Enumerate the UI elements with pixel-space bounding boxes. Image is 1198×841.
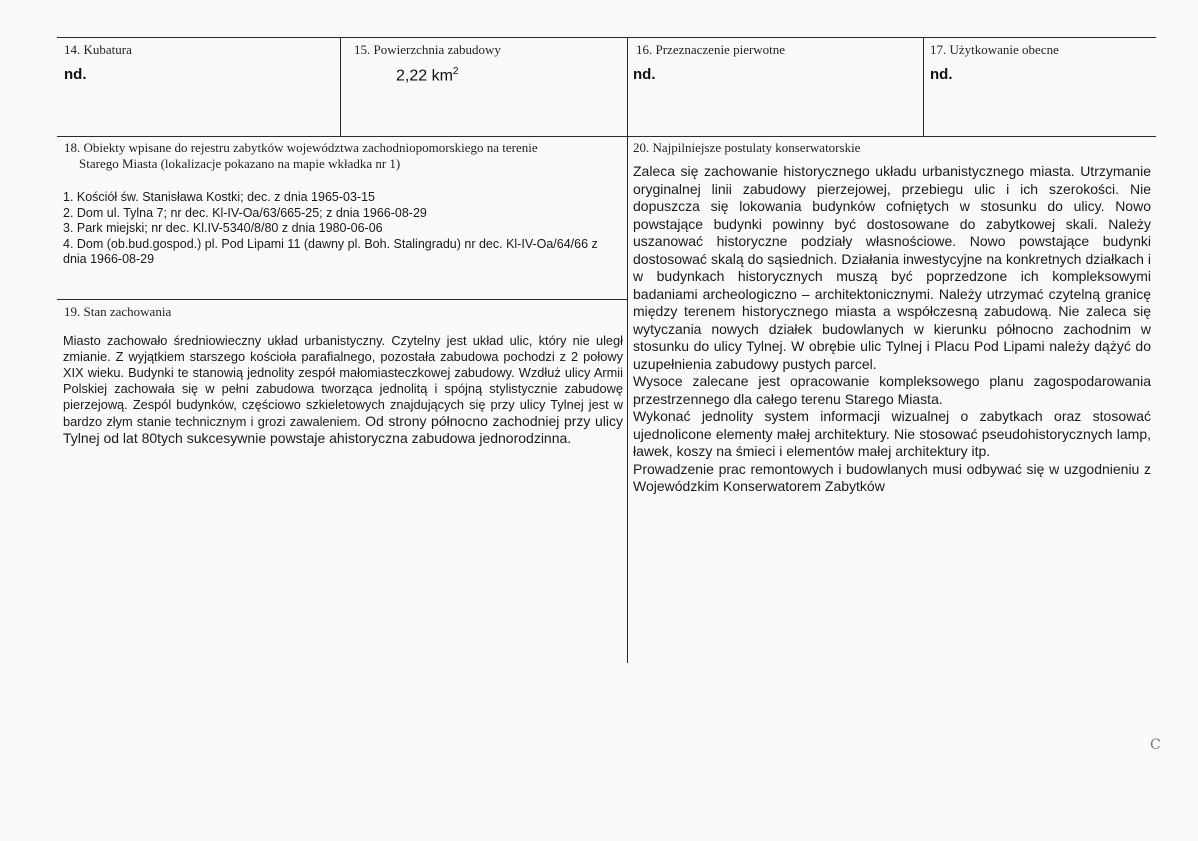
field-17-value: nd.: [930, 66, 953, 83]
section-20-text: [633, 163, 1151, 496]
field-14-label: 14. Kubatura: [64, 42, 132, 57]
registry-item: 1. Kościół św. Stanisława Kostki; dec. z dnia 1965-03-15: [63, 190, 375, 204]
table-top-border: [57, 37, 1156, 38]
field-14-value: nd.: [64, 66, 87, 83]
col-sep-1: [340, 37, 341, 137]
field-15-value: [396, 66, 458, 85]
postulate-paragraph: Prowadzenie prac remontowych i budowlanych musi odbywać się w uzgodnieniu z Wojewódzkim Konserwatorem Zabytków: [633, 460, 1151, 494]
section-19-text: [63, 333, 623, 447]
postulate-paragraph: Zaleca się zachowanie historycznego układu urbanistycznego miasta. Utrzymanie oryginalnej linii zabudowy pierzejowej, przebiegu ulic i ich szerokości. Nie dopuszcza się lokowania budynków cofniętych w stosunku do ulicy. Nowo powstające budynki powinny być dostosowane do zabytkowej skali. Należy uszanować historyczne podziały własnościowe. Nowo powstające budynki dostosować skalą do sąsiednich. Działania inwestycyjne na konkretnych działkach i w budynkach historycznych muszą być poprzedzone ich kompleksowymi badaniami archeologiczno – architektonicznymi. Należy utrzymać czytelną granicę między terenem historycznego miasta a współczesną zabudową. Nie zaleca się wytyczania nowych działek budowlanych w kierunku północno zachodnim w stosunku do ulicy Tylnej. W obrębie ulic Tylnej i Placu Pod Lipami należy dążyć do uzupełnienia zabudowy pustych parcel.: [633, 163, 1151, 372]
section-20-title: 20. Najpilniejsze postulaty konserwatorskie: [633, 140, 861, 155]
area-exponent: 2: [452, 66, 459, 77]
field-16-label: 16. Przeznaczenie pierwotne: [636, 42, 786, 57]
section-19-title: 19. Stan zachowania: [64, 304, 172, 319]
section-19-body-end: Od strony północno zachodniej przy ulicy Tylnej od lat 80tych sukcesywnie powstaje ahistoryczna zabudowa jednorodzinna.: [63, 413, 624, 446]
section18-bottom-border: [57, 299, 627, 300]
area-number: 2,22 km: [396, 67, 453, 85]
registry-item: 2. Dom ul. Tylna 7; nr dec. Kl-IV-Oa/63/665-25; z dnia 1966-08-29: [63, 205, 427, 220]
section-18-title-line2: Starego Miasta (lokalizacje pokazano na mapie wkładka nr 1): [79, 156, 401, 171]
registry-item: 3. Park miejski; nr dec. Kl.IV-5340/8/80 z dnia 1980-06-06: [63, 221, 383, 235]
postulate-paragraph: Wykonać jednolity system informacji wizualnej o zabytkach oraz stosować ujednolicone elementy małej architektury. Nie stosować pseudohistorycznych lamp, ławek, koszy na śmieci i elementów małej architektury itp.: [633, 408, 1151, 459]
registry-item: 4. Dom (ob.bud.gospod.) pl. Pod Lipami 11 (dawny pl. Boh. Stalingradu) nr dec. Kl-IV-Oa/64/66 z dnia 1966-08-29: [63, 236, 598, 266]
corner-pencil-mark: C: [1150, 737, 1161, 753]
field-16-value: nd.: [633, 66, 656, 83]
field-15-label: 15. Powierzchnia zabudowy: [354, 42, 501, 57]
col-sep-3: [923, 37, 924, 137]
row1-bottom-border: [57, 136, 1156, 137]
section-18-title: [64, 140, 624, 172]
section-19-body: Miasto zachowało średniowieczny układ urbanistyczny. Czytelny jest układ ulic, który nie uległ zmianie. Z wyjątkiem starszego kościoła parafialnego, pozostała zabudowa pochodzi z 2 połowy XIX wieku. Budynki te stanowią jednolity zespół małomiasteczkowej zabudowy. Wzdłuż ulicy Armii Polskiej zachowała się w pełni zabudowa tworząca jednolitą i spójną stylistycznie zabudowę pierzejową. Zespól budynków, częściowo szkieletowych znajdujących się przy ulicy Tylnej jest w bardzo złym stanie technicznym i grozi zawaleniem.: [63, 333, 623, 429]
section-18-title-line1: 18. Obiekty wpisane do rejestru zabytków województwa zachodniopomorskiego na terenie: [64, 140, 538, 155]
registry-list: [63, 190, 618, 268]
col-sep-2: [627, 37, 628, 663]
field-17-label: 17. Użytkowanie obecne: [930, 42, 1059, 57]
postulate-paragraph: Wysoce zalecane jest opracowanie kompleksowego planu zagospodarowania przestrzennego dla całego terenu Starego Miasta.: [633, 373, 1151, 407]
